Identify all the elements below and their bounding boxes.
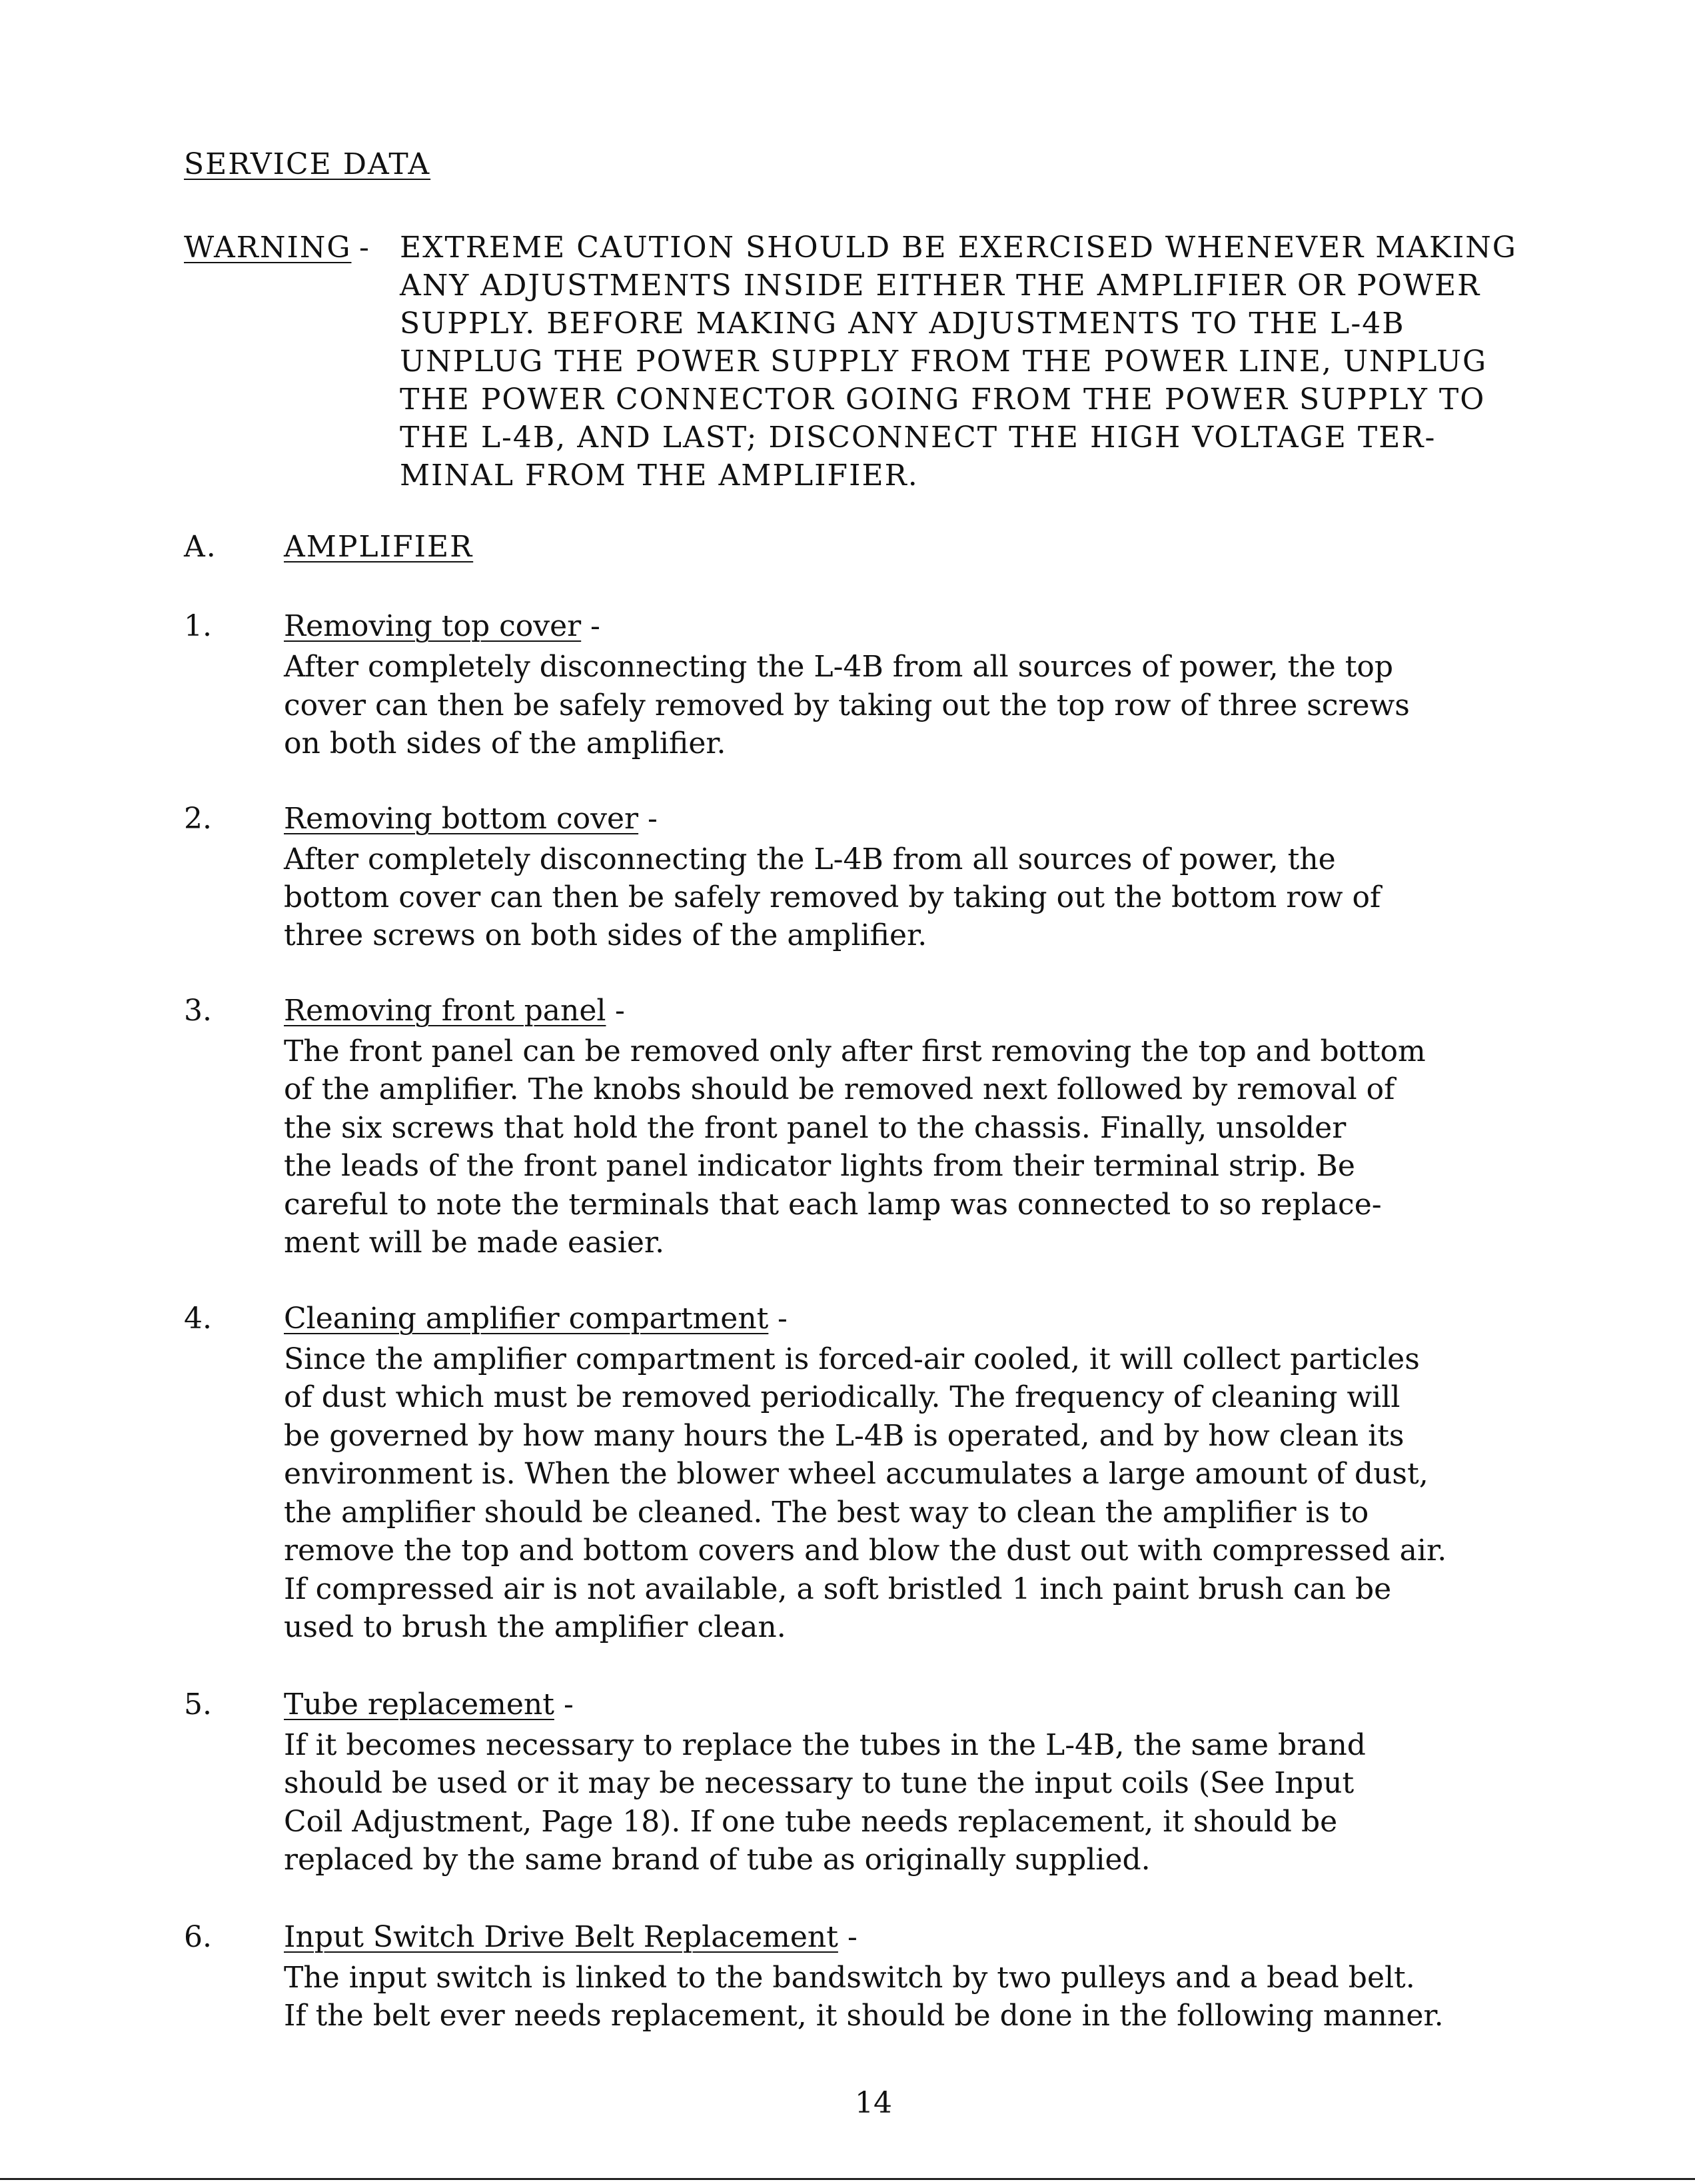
bottom-rule — [0, 2178, 1695, 2180]
item-text-line: three screws on both sides of the amplifier. — [284, 918, 927, 952]
warning-line: EXTREME CAUTION SHOULD BE EXERCISED WHENEVER MAKING — [400, 231, 1517, 265]
item-text-line: After completely disconnecting the L-4B from all sources of power, the top — [284, 650, 1394, 684]
item-text-line: replaced by the same brand of tube as originally supplied. — [284, 1843, 1151, 1877]
item-text-line: careful to note the terminals that each lamp was connected to so replace- — [284, 1188, 1382, 1222]
item-number: 3. — [184, 994, 212, 1028]
item-text-line: ment will be made easier. — [284, 1226, 665, 1260]
item-number: 2. — [184, 802, 212, 836]
item-text-line: Coil Adjustment, Page 18). If one tube needs replacement, it should be — [284, 1805, 1338, 1839]
warning-line: THE POWER CONNECTOR GOING FROM THE POWER SUPPLY TO — [400, 383, 1486, 417]
item-text-line: the amplifier should be cleaned. The best way to clean the amplifier is to — [284, 1496, 1369, 1530]
heading-dash: - — [554, 1687, 574, 1721]
section-title: AMPLIFIER — [284, 530, 474, 564]
warning-line: THE L-4B, AND LAST; DISCONNECT THE HIGH VOLTAGE TER- — [400, 421, 1436, 455]
item-text-line: Since the amplifier compartment is forced-air cooled, it will collect particles — [284, 1342, 1420, 1376]
warning-line: UNPLUG THE POWER SUPPLY FROM THE POWER LINE, UNPLUG — [400, 345, 1488, 379]
item-text-line: cover can then be safely removed by taking out the top row of three screws — [284, 688, 1410, 722]
item-heading: Removing top cover — [284, 609, 582, 643]
page-number: 14 — [855, 2086, 892, 2120]
item-heading: Cleaning amplifier compartment — [284, 1302, 769, 1336]
item-text-line: be governed by how many hours the L-4B is operated, and by how clean its — [284, 1419, 1405, 1453]
item-text-line: used to brush the amplifier clean. — [284, 1610, 786, 1644]
section-letter: A. — [184, 530, 217, 564]
item-text-line: of the amplifier. The knobs should be removed next followed by removal of — [284, 1072, 1395, 1106]
heading-dash: - — [838, 1920, 857, 1954]
item-text-line: of dust which must be removed periodically. The frequency of cleaning will — [284, 1380, 1401, 1414]
item-heading: Removing front panel — [284, 994, 606, 1028]
item-number: 1. — [184, 609, 212, 643]
item-text-line: The front panel can be removed only after first removing the top and bottom — [284, 1034, 1426, 1068]
heading-dash: - — [606, 994, 625, 1028]
warning-line: SUPPLY. BEFORE MAKING ANY ADJUSTMENTS TO THE L-4B — [400, 307, 1405, 341]
heading-dash: - — [768, 1302, 788, 1336]
item-text-line: If the belt ever needs replacement, it should be done in the following manner. — [284, 1999, 1444, 2033]
warning-label: WARNING — [184, 231, 352, 265]
item-text-line: The input switch is linked to the bandswitch by two pulleys and a bead belt. — [284, 1961, 1415, 1995]
item-text-line: environment is. When the blower wheel accumulates a large amount of dust, — [284, 1457, 1428, 1491]
item-heading: Removing bottom cover — [284, 802, 639, 836]
heading-dash: - — [638, 802, 658, 836]
item-heading: Tube replacement — [284, 1687, 554, 1721]
item-text-line: the leads of the front panel indicator lights from their terminal strip. Be — [284, 1149, 1355, 1183]
item-text-line: If compressed air is not available, a soft bristled 1 inch paint brush can be — [284, 1572, 1392, 1606]
warning-line: MINAL FROM THE AMPLIFIER. — [400, 459, 919, 493]
item-text-line: bottom cover can then be safely removed by taking out the bottom row of — [284, 880, 1381, 914]
item-text-line: If it becomes necessary to replace the tubes in the L-4B, the same brand — [284, 1728, 1366, 1762]
item-number: 6. — [184, 1920, 212, 1954]
item-text-line: remove the top and bottom covers and blow the dust out with compressed air. — [284, 1534, 1447, 1568]
item-text-line: should be used or it may be necessary to tune the input coils (See Input — [284, 1766, 1355, 1800]
item-text-line: After completely disconnecting the L-4B from all sources of power, the — [284, 842, 1336, 876]
warning-dash: - — [359, 231, 369, 265]
item-heading: Input Switch Drive Belt Replacement — [284, 1920, 838, 1954]
warning-line: ANY ADJUSTMENTS INSIDE EITHER THE AMPLIFIER OR POWER — [400, 269, 1481, 303]
item-number: 5. — [184, 1687, 212, 1721]
page-title: SERVICE DATA — [184, 147, 431, 181]
heading-dash: - — [581, 609, 600, 643]
item-text-line: on both sides of the amplifier. — [284, 726, 726, 760]
item-text-line: the six screws that hold the front panel to the chassis. Finally, unsolder — [284, 1111, 1347, 1145]
item-number: 4. — [184, 1302, 212, 1336]
